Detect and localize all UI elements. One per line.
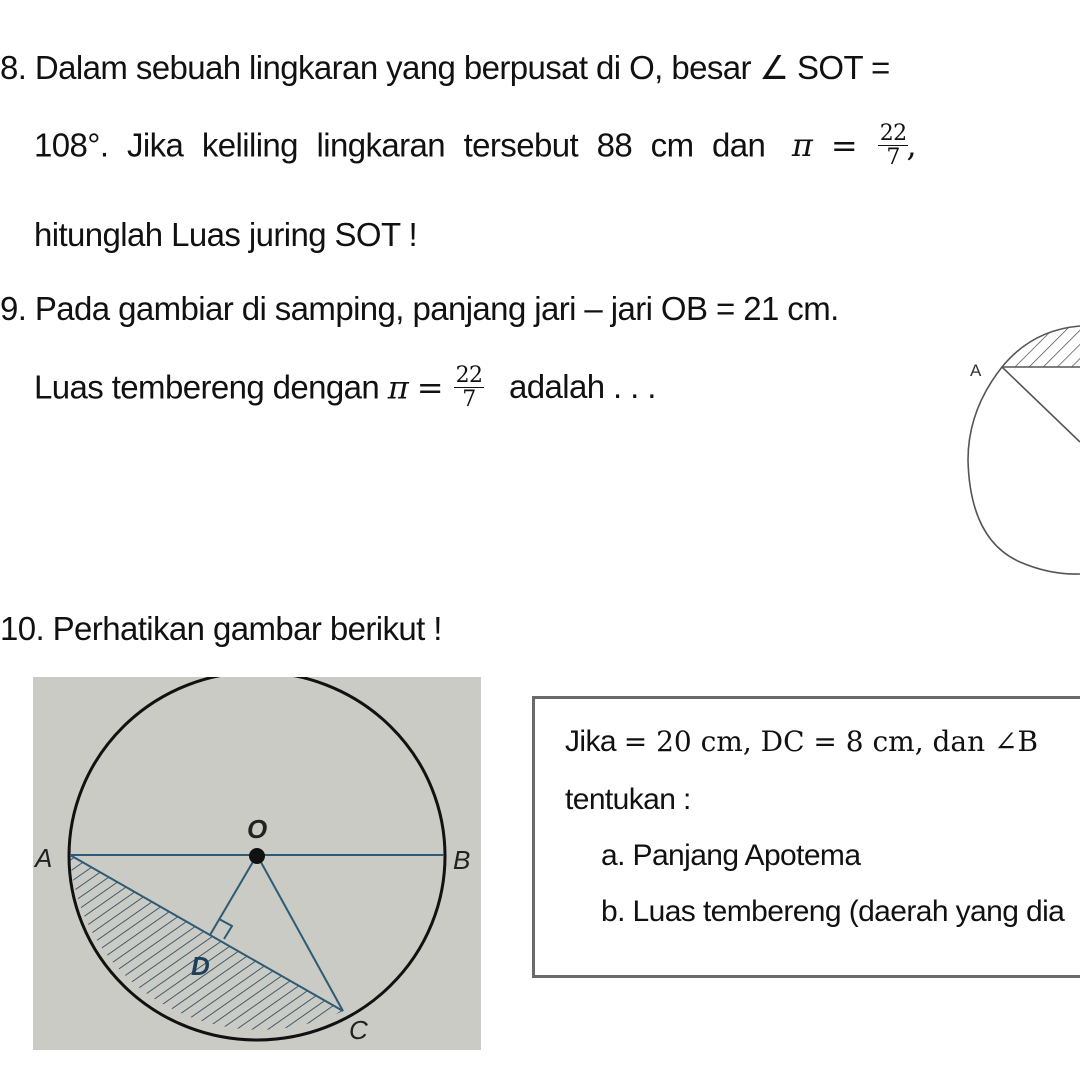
q8-line-2 [34, 121, 917, 171]
q9-fraction [454, 364, 485, 411]
q9-text-1: 9. Pada gambiar di samping, panjang jari – jari OB = 21 cm. [0, 290, 839, 327]
q8-text-2: 108°. Jika keliling lingkaran tersebut 88 cm dan [34, 126, 766, 164]
q10-label-o: O [247, 814, 268, 844]
q8-fraction-numerator: 22 [879, 121, 907, 146]
q10-box-given-values: = 20 cm, DC = 8 cm, dan ∠B [623, 725, 1039, 758]
q8-line-3 [34, 216, 417, 254]
q10-box-item-b [601, 895, 1064, 929]
q10-box-line-1 [565, 725, 1038, 759]
q10-instruction-box [532, 696, 1080, 978]
q9-radius [1002, 367, 1080, 442]
q8-text-3: hitunglah Luas juring SOT ! [34, 216, 418, 253]
q8-pi: π [791, 126, 813, 165]
q10-box-item-a-text: a. Panjang Apotema [601, 839, 861, 872]
q10-box-line-2 [565, 783, 691, 817]
q9-line-1 [0, 290, 839, 328]
q9-shaded-segment [1002, 326, 1080, 367]
q9-fraction-denominator: 7 [462, 387, 476, 413]
q9-text-3: adalah . . . [508, 368, 656, 406]
q8-text-1: 8. Dalam sebuah lingkaran yang berpusat di O, besar ∠ SOT = [0, 49, 890, 86]
q9-equals: = [416, 368, 443, 407]
q10-box-item-a [601, 839, 860, 873]
q8-equals: = [830, 126, 858, 165]
q8-line-1 [0, 48, 890, 87]
q10-title: 10. Perhatikan gambar berikut ! [0, 610, 442, 647]
q9-circle-figure [940, 300, 1080, 590]
q10-title-line [0, 610, 442, 648]
q8-fraction-denominator: 7 [886, 145, 900, 171]
q10-box-jika: Jika [565, 725, 616, 758]
q10-center-point [249, 848, 265, 864]
q8-fraction [878, 122, 909, 169]
q9-line-2 [34, 363, 656, 413]
q9-text-2: Luas tembereng dengan [34, 368, 380, 406]
q10-label-d: D [191, 951, 210, 981]
q9-pi: π [387, 368, 409, 407]
q9-fraction-numerator: 22 [455, 363, 483, 388]
q8-comma: , [906, 126, 917, 165]
q10-box-tentukan: tentukan : [565, 783, 691, 816]
q10-label-a: A [35, 843, 53, 873]
q10-box-item-b-text: b. Luas tembereng (daerah yang dia [601, 895, 1065, 928]
q9-label-a: A [970, 361, 982, 380]
q10-label-b: B [453, 845, 471, 875]
q10-label-c: C [349, 1015, 368, 1045]
q10-circle-figure [33, 677, 481, 1050]
